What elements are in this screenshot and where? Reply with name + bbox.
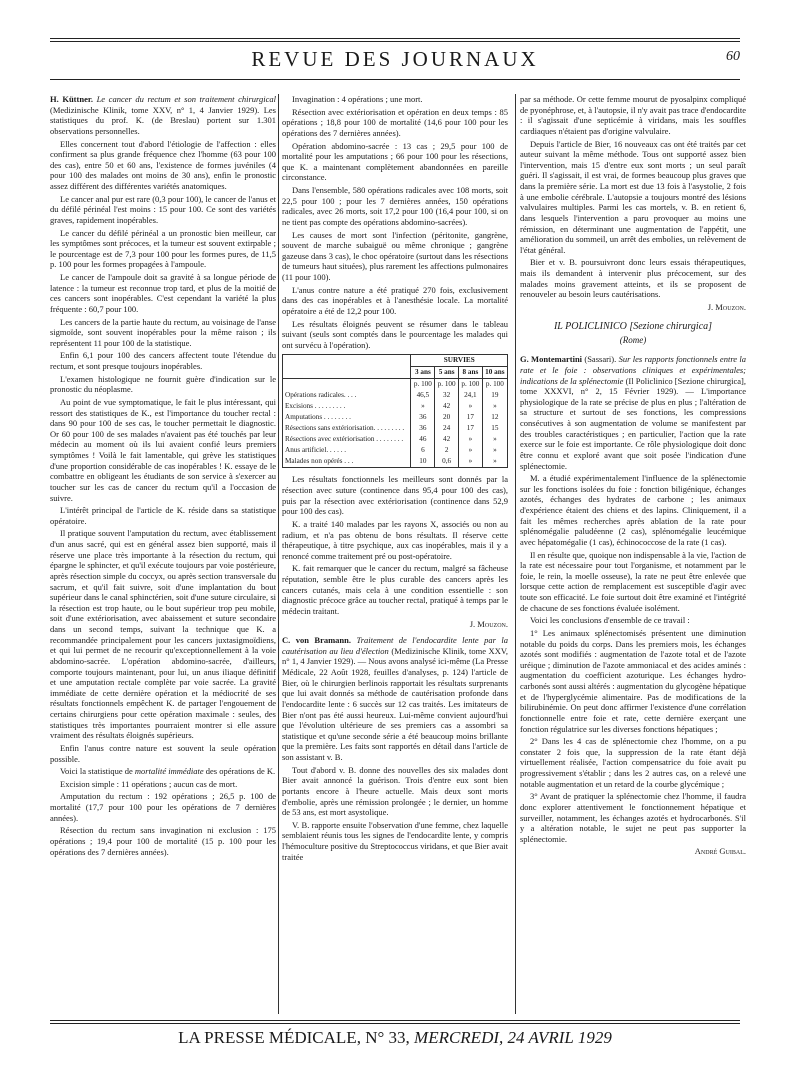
column-right <box>520 94 746 1014</box>
table-cell: 46,5 <box>411 390 435 401</box>
table-cell: 10 <box>411 456 435 468</box>
signature: J. Mouzon. <box>707 301 746 312</box>
table-row-label: Amputations . . . . . . . . <box>283 412 411 423</box>
article-title: Le cancer du rectum et son traitement chirurgical <box>96 94 276 104</box>
table-cell: » <box>482 456 507 468</box>
table-cell: 17 <box>458 423 482 434</box>
paragraph: 3° Avant de pratiquer la splénectomie chez l'homme, il faudra donc explorer attentivement le fonctionnement hépatique et surveiller, notamment, les échanges azotés et hydrocarbonés. S'il y a altération notable, le sujet ne peut pas supporter la splénectomie. <box>520 791 746 844</box>
table-cell: 42 <box>435 434 459 445</box>
page-number: 60 <box>726 49 740 64</box>
text-run: des opérations de K. <box>205 766 276 777</box>
journal-section-heading: IL POLICLINICO [Sezione chirurgica] <box>553 320 713 332</box>
table-cell: » <box>458 445 482 456</box>
table-unit: p. 100 <box>435 379 459 391</box>
table-row <box>283 412 508 423</box>
table-cell: 24 <box>435 423 459 434</box>
table-cell: » <box>458 401 482 412</box>
article-title: Sur les rapports fonctionnels entre la rate et le foie : observations cliniques et expérimentales; indications de la splénectomie <box>520 354 746 386</box>
table-col-header: 8 ans <box>458 367 482 379</box>
article-bramann-intro <box>282 635 508 763</box>
footer-journal: LA PRESSE MÉDICALE, <box>178 1028 361 1047</box>
paragraph: Enfin l'anus contre nature est souvent la seule opération possible. <box>50 742 276 764</box>
paragraph: Au point de vue symptomatique, le fait le plus intéressant, qui ressort des statistiques de K., est l'importance du toucher rectal : dans 90 pour 100 de ses cas, le toucher permettait le diagnostic. Or 60 pour 100 de ses malades n'avaient pas été touchés par leur médecin au moment où ils lui avaient confié leurs premiers symptômes ! Voilà le fait lamentable, qui grève les statistiques d'une proportion considérable de cas inopérables ! K. essaye de le combattre en obligeant les étudiants de son service à s'exercer au toucher sur les cas de cancer du rectum qu'il a l'occasion de suivre. <box>50 396 276 503</box>
journal-section-city: (Rome) <box>619 335 647 345</box>
table-cell: 24,1 <box>458 390 482 401</box>
table-col-header: 10 ans <box>482 367 507 379</box>
header-rule-top-inner <box>50 41 740 42</box>
table-row-label: Opérations radicales. . . . <box>283 390 411 401</box>
table-cell <box>283 379 411 391</box>
column-left <box>50 94 276 1014</box>
header-rule-top <box>50 38 740 39</box>
paragraph: Le cancer du défilé périnéal a un pronostic bien meilleur, car les symptômes sont précoces, et la tumeur est souvent extirpable ; le pourcentage est de 7,3 pour 100 pour les formes pures, de 11,5 p. 100 pour les formes propagées à l'ampoule. <box>50 227 276 270</box>
paragraph: L'intérêt principal de l'article de K. réside dans sa statistique opératoire. <box>50 505 276 526</box>
header-rule-bottom <box>50 79 740 80</box>
table-body <box>283 379 508 468</box>
table-unit: p. 100 <box>411 379 435 391</box>
paragraph: Il pratique souvent l'amputation du rectum, avec établissement d'un anus sacré, qui est en général assez bien supporté, mais il réserve une place très importante à la résection du rectum, qui épargne le sphincter, et qu'il exécute toujours par voie postérieure, après résection simple du coccyx, ou après section transversale du sacrum, et qu'il fait suivre, soit d'une implantation du bout supérieur dans le canal sphinctérien, soit d'une suture circulaire, si la résection est trop haute, ou le bout supérieur trop peu mobile, soit d'une extériorisation, avec abaissement et suture secondaire dans un second temps, suivant la technique que K. a recommandée principalement pour les cancers juxtasigmoïdiens, et qui lui permet de ne recourir qu'exceptionnellement à la voie abdomino-sacrée. L'opération abdomino-sacrée, d'ailleurs, comporte toujours maintenant, pour lui, un anus iliaque définitif et une amputation rectale complète par voie sacrée. La gravité immédiate de cette dernière opération et la médiocrité de ses résultats fonctionnels empêchent K. de partager l'engouement de certains chirurgiens pour cette opération maximale : seules, des statistiques très importantes pourraient montrer si elle assure vraiment des résultats éloignés supérieurs. <box>50 528 276 741</box>
page-footer <box>50 1020 740 1050</box>
table-cell: » <box>411 401 435 412</box>
table-cell: 2 <box>435 445 459 456</box>
table-cell: 19 <box>482 390 507 401</box>
table-row-label: Résections sans extériorisation. . . . . . . . . <box>283 423 411 434</box>
table-cell: 12 <box>482 412 507 423</box>
column-divider <box>278 94 279 1014</box>
paragraph: 1° Les animaux splénectomisés présentent une diminution notable du poids du corps. Dans les premiers mois, les échanges azotés sont modifiés : augmentation de l'azote total et de l'azote uréique ; diminution de l'azote ammoniacal et des acides aminés : augmentation du coefficient azoturique. Les échanges hydro-carbonés sont aussi altérés : augmentation du glycogène hépatique et de l'hyperglycémie alimentaire. Pas de modifications de la bilirubinémie. On peut donc affirmer l'existence d'une corrélation fonctionnelle entre foie et rate, cette dernière exerçant une fonction régulatrice sur les diverses fonctions hépatiques ; <box>520 627 746 734</box>
paragraph: Résection avec extériorisation et opération en deux temps : 85 opérations ; 18,8 pour 100 de mortalité (14,6 pour 100 pour les opérations des 7 dernières années). <box>282 106 508 138</box>
paragraph: Enfin 6,1 pour 100 des cancers affectent toute l'étendue du rectum, et sont presque toujours inopérables. <box>50 350 276 371</box>
column-divider <box>515 94 516 1014</box>
article-title: Traitement de l'endocardite lente par la cautérisation au lieu d'élection <box>282 635 508 656</box>
paragraph: Les causes de mort sont l'infection (péritonite, gangrène, souvent de marche subaiguë ou même chronique ; gangrène gazeuse dans 3 cas), le choc opératoire (surtout dans les résections de tumeurs haut situées), plus rarement les affections pulmonaires (11 pour 100). <box>282 229 508 282</box>
paragraph: Les cancers de la partie haute du rectum, au voisinage de l'anse sigmoïde, sont souvent inopérables pour la même raison ; ils représentent 11 pour 100 de la statistique. <box>50 316 276 348</box>
paragraph: Les résultats fonctionnels les meilleurs sont donnés par la résection avec suture (continence dans 95,4 pour 100 des cas), puis par la résection avec extériorisation (continence dans 52,9 pour 100 des cas). <box>282 474 508 517</box>
paragraph: Elles concernent tout d'abord l'étiologie de l'affection : elles confirment sa plus grande fréquence chez l'homme (63 pour 100 des cas), entre 50 et 60 ans, l'existence de formes juvéniles (4 pour 100 des malades ont moins de 30 ans), enfin le pronostic assez différent des différentes variétés anatomiques. <box>50 138 276 191</box>
table-cell: 17 <box>458 412 482 423</box>
table-row-label: Malades non opérés . . . <box>283 456 411 468</box>
journal-section-title: REVUE DES JOURNAUX <box>251 47 539 71</box>
paragraph: Amputation du rectum : 192 opérations ; 26,5 p. 100 de mortalité (17,7 pour 100 pour les opérations de 7 dernières années). <box>50 791 276 823</box>
table-cell: » <box>482 434 507 445</box>
paragraph: Opération abdomino-sacrée : 13 cas ; 29,5 pour 100 de mortalité pour les amputations ; 66 pour 100 pour les résections, que K. a maintenant complètement abandonnées en pareille circonstance. <box>282 140 508 183</box>
paragraph: M. a étudié expérimentalement l'influence de la splénectomie sur les fonctions isolées du foie : fonction biligénique, échanges azotés, échanges des hydrates de carbone ; les animaux d'expérience étaient des chiens et des lapins. Cliniquement, il a fait les mêmes recherches après ablation de la rate pour splénomégalie paludéenne (2 cas), splénomégalie leucémique avec hépatomégalie (1 cas), échinococcose de la rate (1 cas). <box>520 473 746 547</box>
table-cell: » <box>482 401 507 412</box>
survival-table <box>282 354 508 468</box>
paragraph: Bier et v. B. poursuivront donc leurs essais thérapeutiques, mais ils demandent à intervenir plus précocement, sur des malades moins gravement atteints, et ils se proposent de renouveler au besoin leurs cautérisations. <box>520 257 746 300</box>
author-name: C. von Bramann. <box>282 635 352 646</box>
paragraph: K. fait remarquer que le cancer du rectum, malgré sa fâcheuse réputation, semble être le plus curable des cancers après les cancers cutanés, mais cela à une condition essentielle : son diagnostic précoce grâce au toucher rectal, pratiqué à temps par le médecin traitant. <box>282 563 508 616</box>
paragraph: Résection du rectum sans invagination ni exclusion : 175 opérations ; 19,4 pour 100 de mortalité (15 p. 100 pour les opérations des 7 dernières années). <box>50 825 276 857</box>
paragraph: Tout d'abord v. B. donne des nouvelles des six malades dont Bier avait annoncé la guérison. Trois d'entre eux sont bien portants encore à l'heure actuelle. Mais deux sont morts d'embolie, après une rémission prolongée ; le dernier, un homme de 53 ans, est mort asystolique. <box>282 764 508 818</box>
paragraph: Excision simple : 11 opérations ; aucun cas de mort. <box>60 778 238 789</box>
table-unit-row <box>283 379 508 391</box>
table-cell: 42 <box>435 401 459 412</box>
table-row <box>283 434 508 445</box>
author-name: H. Küttner. <box>50 94 93 104</box>
signature: André Guibal. <box>694 846 746 857</box>
footer-text <box>50 1028 740 1048</box>
table-group-header: SURVIES <box>411 355 508 367</box>
paragraph: Invagination : 4 opérations ; une mort. <box>292 94 423 104</box>
paragraph: Le cancer anal pur est rare (0,3 pour 100), le cancer de l'anus et du défilé périnéal l'est moins : 15 pour 100. Ce sont des variétés graves, rapidement inopérables. <box>50 193 276 225</box>
table-cell: 15 <box>482 423 507 434</box>
article-kuttner-intro <box>50 94 276 137</box>
table-cell: 20 <box>435 412 459 423</box>
table-cell: 0,6 <box>435 456 459 468</box>
table-cell: » <box>458 456 482 468</box>
table-cell: » <box>482 445 507 456</box>
text-run: Voici la statistique de <box>60 766 133 777</box>
paragraph: Le cancer de l'ampoule doit sa gravité à sa longue période de latence : la tumeur est reconnue trop tard, et plus de la moitié de ces cancers sont inopérables. C'est cependant la variété la plus fréquente : 60,7 pour 100. <box>50 272 276 314</box>
paragraph: K. a traité 140 malades par les rayons X, associés ou non au radium, et n'a pas obtenu de bons résultats. Il réserve cette thérapeutique, à titre psychique, aux cas inopérables, mais il y a renoncé comme traitement pré ou post-opératoire. <box>282 518 508 561</box>
author-place: (Sassari). <box>584 354 617 365</box>
table-col-header: 3 ans <box>411 367 435 379</box>
table-corner <box>283 355 411 379</box>
paragraph: par sa méthode. Or cette femme mourut de pyosalpinx compliqué de pyonéphrose, et, à l'autopsie, il n'y avait pas trace d'endocardite : il s'agissait d'une septicémie à viridans, mais les souffles cardiaques n'étaient pas d'origine valvulaire. <box>520 94 746 136</box>
table-unit: p. 100 <box>482 379 507 391</box>
emphasis: mortalité immédiate <box>134 766 204 777</box>
paragraph <box>50 766 276 777</box>
table-cell: 6 <box>411 445 435 456</box>
table-row <box>283 401 508 412</box>
table-cell: 46 <box>411 434 435 445</box>
table-row <box>283 445 508 456</box>
table-cell: 36 <box>411 412 435 423</box>
table-row-label: Excisions . . . . . . . . . <box>283 401 411 412</box>
footer-rule-inner <box>50 1023 740 1024</box>
footer-issue-number: N° 33, <box>365 1028 410 1047</box>
footer-rule <box>50 1020 740 1021</box>
table-row-label: Anus artificiel. . . . . . <box>283 445 411 456</box>
paragraph: V. B. rapporte ensuite l'observation d'une femme, chez laquelle semblaient réunis tous les signes de l'endocardite lente, y compris l'hémoculture positive du Streptococcus viridans, et que Bier avait traitée <box>282 819 508 862</box>
article-montemartini-intro <box>520 354 746 471</box>
paragraph: Voici les conclusions d'ensemble de ce travail : <box>530 615 690 626</box>
footer-date: MERCREDI, 24 AVRIL 1929 <box>414 1028 612 1047</box>
paragraph: L'anus contre nature a été pratiqué 270 fois, exclusivement dans des cas inopérables et à l'anesthésie locale. La mortalité opératoire a été de 12,2 pour 100. <box>282 284 508 316</box>
article-citation: (Medizinische Klinik, tome XXV, n° 1, 4 Janvier 1929). Les statistiques du prof. K. (de Breslau) portent sur 1.301 observations personnelles. <box>50 104 276 136</box>
paragraph: Il en résulte que, quoique non indispensable à la vie, l'action de la rate est nécessaire pour tout l'organisme, et notamment par le foie, le rein, la moelle osseuse), la rate ne peut être enlevée que lorsque cette action de remplacement est susceptible d'agir avec toute son efficacité. Le foie surtout doit être examiné et l'intégrité de chacune de ses fonctions évaluée isolément. <box>520 549 746 613</box>
paragraph: L'examen histologique ne fournit guère d'indication sur le pronostic du néoplasme. <box>50 373 276 395</box>
article-citation: (Il Policlinico [Sezione chirurgica], tome XXXVI, n° 2, 15 Février 1929). — L'importance physiologique de la rate se précise de plus en plus ; l'altération de sa structure et surtout de ses fonctions, les compressions consécutives à son augmentation de volume se manifestent par des troubles caractéristiques ; en particulier, l'action que la rate exerce sur le foie est importante. Ce rôle physiologique doit donc être connu et exploré avant que soit posée l'indication d'une splénectomie. <box>520 375 746 471</box>
table-cell: » <box>458 434 482 445</box>
article-citation: (Medizinische Klinik, tome XXV, n° 1, 4 Janvier 1929). — Nous avons analysé ici-même (La Presse Médicale, 22 Août 1928, feuilles d'analyses, p. 124) l'article de Bier, où le chirurgien berlinois rapportait les résultats surprenants que lui avait donnés sa méthode de cautérisation profonde dans l'endocardite lente : 6 succès sur 12 cas traités. Les imitateurs de Bier n'ont pas été aussi heureux. Lui-même convient aujourd'hui que l'évolution ultérieure de ses premiers cas a assombri sa statistique et qu'une seconde série a été beaucoup moins brillante que la première. Les faits sont rapportés en détail dans l'article de son assistant v. B. <box>282 645 508 762</box>
table-row <box>283 423 508 434</box>
paragraph: Les résultats éloignés peuvent se résumer dans le tableau suivant (seuls sont comptés dans le pourcentage les malades qui ont survécu à l'opération). <box>282 318 508 350</box>
table-row-label: Résections avec extériorisation . . . . . . . . <box>283 434 411 445</box>
table-row <box>283 390 508 401</box>
paragraph: Depuis l'article de Bier, 16 nouveaux cas ont été traités par cet auteur suivant la même méthode. Tous ont supporté assez bien l'intervention, mais 15 d'entre eux sont morts ; un seul paraît guéri. Il s'agissait, il est vrai, de formes beaucoup plus graves que dans la première série. La mort est due 13 fois à l'asystolie, 2 fois à une embolie cérébrale. L'autopsie a toujours montré des lésions valvulaires multiples. Parmi les cas mortels, v. B. en retient 6, dans lesquels l'intervention a paru provoquer au moins une rémission, en déterminant une augmentation de l'appétit, une amélioration du sommeil, un arrêt des embolies, un relèvement de l'état général. <box>520 138 746 255</box>
table-cell: 36 <box>411 423 435 434</box>
table-col-header: 5 ans <box>435 367 459 379</box>
column-middle <box>282 94 508 1014</box>
table-unit: p. 100 <box>458 379 482 391</box>
paragraph: Dans l'ensemble, 580 opérations radicales avec 108 morts, soit 22,5 pour 100 ; pour les 7 dernières années, 150 opérations radicales, avec 26 morts, soit 17,2 pour 100 (16,4 pour 100, si on ne tient pas compte des opérations abdomino-sacrées). <box>282 185 508 227</box>
table-cell: 32 <box>435 390 459 401</box>
signature: J. Mouzon. <box>469 618 508 629</box>
table-row <box>283 456 508 468</box>
page-header <box>50 38 740 80</box>
paragraph: 2° Dans les 4 cas de splénectomie chez l'homme, on a pu constater 2 fois que, la suppression de la rate étant déjà virtuellement réalisée, l'action compensatrice du foie avait pu progressivement s'établir ; dans les 2 autres cas, on a relevé une notable augmentation et un retard de la courbe glycémique ; <box>520 736 746 789</box>
author-name: G. Montemartini <box>520 354 583 365</box>
